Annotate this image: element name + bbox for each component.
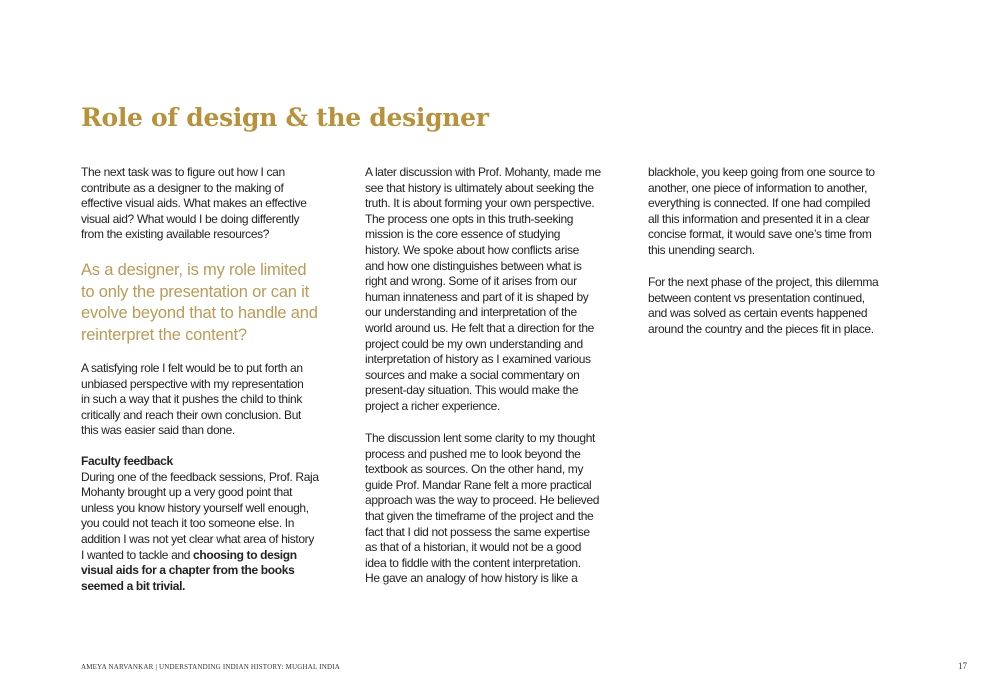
text-line: from the existing available resources? xyxy=(81,227,270,242)
faculty-feedback-section xyxy=(81,454,341,594)
text-line: idea to fiddle with the content interpretation. xyxy=(365,555,581,570)
text-line: project could be my own understanding and xyxy=(365,336,583,351)
text-line: unless you know history yourself well enough, xyxy=(81,500,309,515)
text-line: As a designer, is my role limited xyxy=(81,261,307,279)
col2-paragraph-1 xyxy=(365,165,625,415)
text-line: For the next phase of the project, this dilemma xyxy=(648,275,879,289)
text-line: between content vs presentation continued, xyxy=(648,290,865,305)
text-line: visual aid? What would I be doing differently xyxy=(81,211,300,226)
text-line: and was solved as certain events happened xyxy=(648,306,868,321)
col3-paragraph-2 xyxy=(648,275,908,337)
text-line xyxy=(81,579,341,595)
text-line: process and pushed me to look beyond the xyxy=(365,446,581,461)
text-line: During one of the feedback sessions, Prof. Raja xyxy=(81,469,319,484)
text-line: textbook as sources. On the other hand, my xyxy=(365,462,584,477)
text-line: human innateness and part of it is shaped by xyxy=(365,289,589,304)
text-line: He gave an analogy of how history is like a xyxy=(365,571,578,586)
text-line: contribute as a designer to the making of xyxy=(81,180,284,195)
text-line: history. We spoke about how conflicts arise xyxy=(365,242,579,257)
col1-intro xyxy=(81,165,341,243)
bold-text: choosing to design xyxy=(193,547,297,562)
text-line: and how one distinguishes between what is xyxy=(365,258,582,273)
text-line: present-day situation. This would make the xyxy=(365,383,579,398)
text-line: interpretation of history as I examined various xyxy=(365,352,591,367)
page-number: 17 xyxy=(958,661,967,671)
text-line: this was easier said than done. xyxy=(81,423,235,438)
col2-paragraph-2 xyxy=(365,431,625,587)
faculty-feedback-heading: Faculty feedback xyxy=(81,454,173,468)
text-line: A later discussion with Prof. Mohanty, made me xyxy=(365,165,601,179)
text-line: truth. It is about forming your own perspective. xyxy=(365,196,595,211)
text-line: unbiased perspective with my representation xyxy=(81,376,304,391)
text-line: The next task was to figure out how I can xyxy=(81,165,285,179)
text-line: as that of a historian, it would not be a good xyxy=(365,540,582,555)
text-line: see that history is ultimately about seeking the xyxy=(365,180,594,195)
text-line: Mohanty brought up a very good point that xyxy=(81,485,293,500)
text-line: around the country and the pieces fit in place. xyxy=(648,321,874,336)
text-line: another, one piece of information to another, xyxy=(648,180,868,195)
text-line: project a richer experience. xyxy=(365,398,500,413)
faculty-feedback-text xyxy=(81,470,341,595)
text-line: in such a way that it pushes the child to think xyxy=(81,392,303,407)
bold-text: visual aids for a chapter from the books xyxy=(81,563,295,578)
text-line: everything is connected. If one had compiled xyxy=(648,196,871,211)
text-line: approach was the way to proceed. He believed xyxy=(365,493,600,508)
text-line: addition I was not yet clear what area of history xyxy=(81,531,314,546)
text-line: concise format, it would save one’s time from xyxy=(648,227,872,242)
text-line: The discussion lent some clarity to my thought xyxy=(365,431,596,445)
text-line: world around us. He felt that a direction for the xyxy=(365,320,594,335)
text-line: effective visual aids. What makes an effective xyxy=(81,196,307,211)
text-line: blackhole, you keep going from one source to xyxy=(648,165,875,179)
text-line xyxy=(81,548,341,564)
text-line: sources and make a social commentary on xyxy=(365,367,580,382)
text-line: mission is the core essence of studying xyxy=(365,227,561,242)
pull-quote xyxy=(81,260,341,346)
page-title: Role of design & the designer xyxy=(81,103,489,132)
text-line: guide Prof. Mandar Rane felt a more practical xyxy=(365,477,592,492)
text-line: that given the timeframe of the project and the xyxy=(365,508,594,523)
text-line: right and wrong. Some of it arises from our xyxy=(365,274,577,289)
text-line: fact that I did not possess the same expertise xyxy=(365,524,590,539)
text-line: A satisfying role I felt would be to put forth an xyxy=(81,361,303,375)
text-line: our understanding and interpretation of the xyxy=(365,305,577,320)
col3-paragraph-1 xyxy=(648,165,908,259)
text-line: evolve beyond that to handle and xyxy=(81,304,318,323)
text-line xyxy=(81,563,341,579)
text-line: The process one opts in this truth-seeking xyxy=(365,211,574,226)
text-line: this unending search. xyxy=(648,242,755,257)
bold-text: seemed a bit trivial. xyxy=(81,578,186,593)
text-line: all this information and presented it in a clear xyxy=(648,211,870,226)
text-line: reinterpret the content? xyxy=(81,325,247,344)
text-line: to only the presentation or can it xyxy=(81,282,310,301)
footer-running-title: AMEYA NARVANKAR | UNDERSTANDING INDIAN HISTORY: MUGHAL INDIA xyxy=(81,663,341,671)
col1-paragraph xyxy=(81,361,341,439)
text-line: critically and reach their own conclusion. But xyxy=(81,407,302,422)
text-segment: I wanted to tackle and xyxy=(81,547,194,562)
text-line: you could not teach it too someone else. In xyxy=(81,516,295,531)
